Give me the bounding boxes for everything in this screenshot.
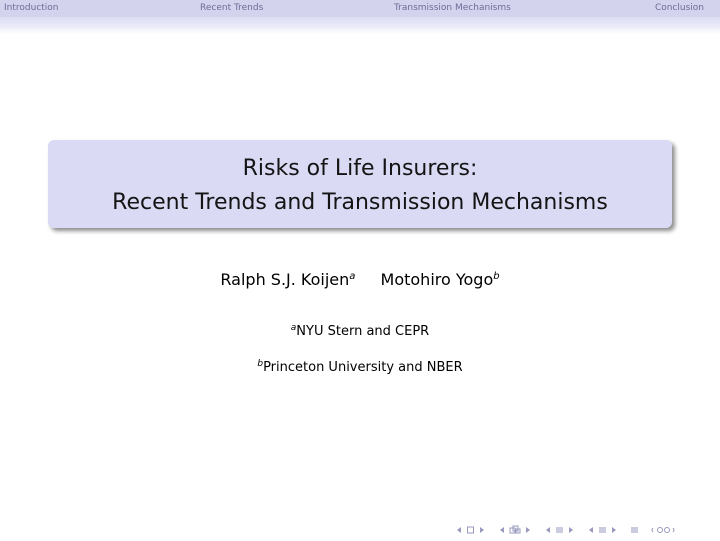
nav-introduction[interactable]: Introduction [4,3,59,13]
prev-frame-icon[interactable] [455,525,464,535]
affiliation-mark: b [257,359,264,369]
author-yogo [381,270,500,289]
author-name: Ralph S.J. Koijen [220,270,350,289]
affiliation-text: NYU Stern and CEPR [296,324,430,339]
authors [0,270,720,289]
title-line-1: Risks of Life Insurers: [242,156,478,181]
affiliation-text: Princeton University and NBER [263,360,463,375]
next-subsection-icon[interactable] [523,525,532,535]
author-koijen [220,270,355,289]
affiliation-a [0,324,720,339]
section-icon [555,525,564,535]
affiliation-mark: a [290,323,297,333]
search-icon[interactable] [651,525,677,535]
next-section-icon[interactable] [566,525,575,535]
nav-transmission-mechanisms[interactable]: Transmission Mechanisms [394,3,511,13]
prev-subsection-icon[interactable] [498,525,507,535]
next-presentation-icon[interactable] [609,525,618,535]
subsection-icon [509,525,521,535]
section-nav-bar [0,0,720,34]
nav-recent-trends[interactable]: Recent Trends [200,3,264,13]
nav-conclusion[interactable]: Conclusion [654,3,704,13]
next-frame-icon[interactable] [477,525,486,535]
beamer-navigation-symbols [455,524,677,536]
presentation-icon [598,525,607,535]
author-name: Motohiro Yogo [380,270,494,289]
prev-presentation-icon[interactable] [587,525,596,535]
toc-icon[interactable] [630,525,639,535]
prev-section-icon[interactable] [544,525,553,535]
affiliation-b [0,360,720,375]
author-mark: a [349,271,356,282]
title-box [48,140,672,228]
title-line-2: Recent Trends and Transmission Mechanisms [112,190,608,215]
author-mark: b [493,271,500,282]
frame-icon [466,525,475,535]
section-nav-strip [0,0,720,17]
